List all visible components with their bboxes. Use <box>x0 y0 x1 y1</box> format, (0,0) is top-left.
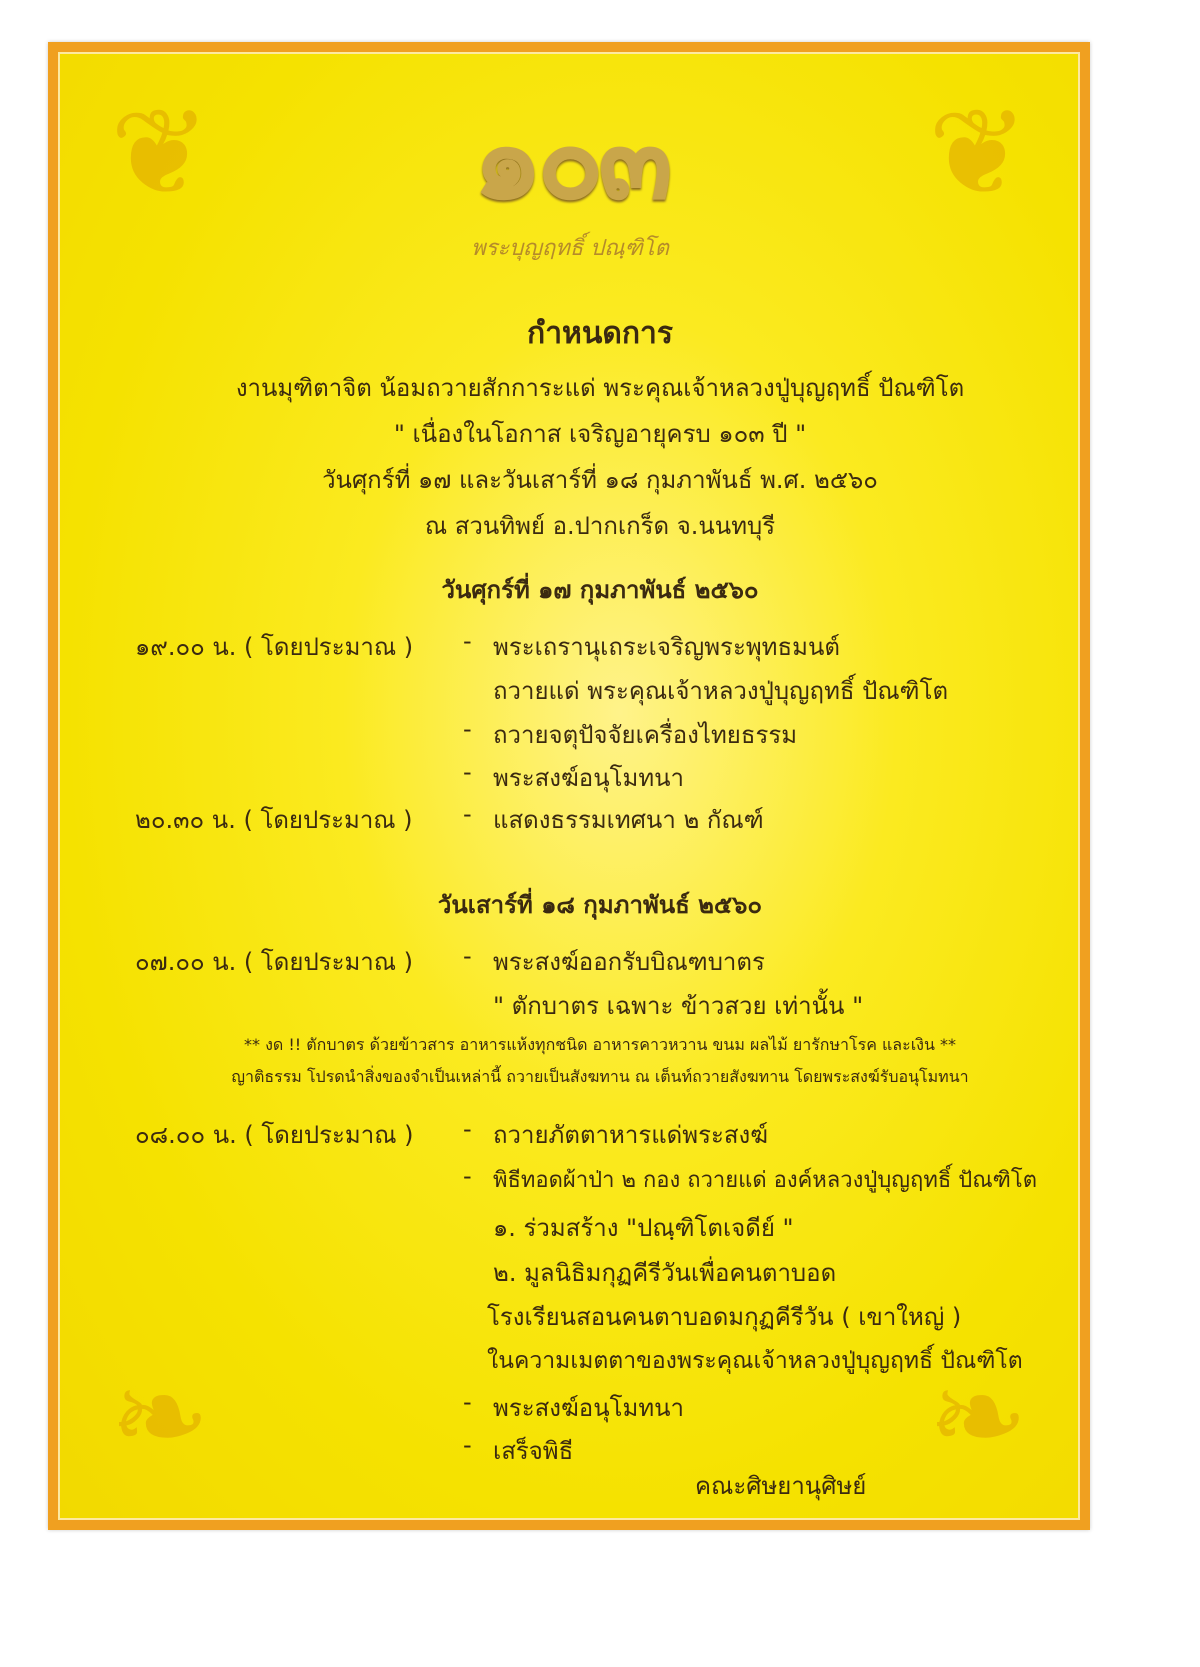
time-label: ๐๗.๐๐ น. ( โดยประมาณ ) <box>135 948 414 976</box>
signature: คณะศิษยานุศิษย์ <box>695 1472 867 1500</box>
schedule-item: พระเถรานุเถระเจริญพระพุทธมนต์ <box>493 633 840 661</box>
bullet-dash: - <box>463 942 472 970</box>
logo-mark: ๑๐๓ <box>472 95 668 224</box>
intro-line: งานมุฑิตาจิต น้อมถวายสักการะแด่ พระคุณเจ้าหลวงปู่บุญฤทธิ์ ปัณฑิโต <box>235 374 965 402</box>
corner-ornament-icon: ❦ <box>927 84 1029 223</box>
bullet-dash: - <box>463 627 472 655</box>
schedule-item: พระสงฆ์อนุโมทนา <box>493 764 685 792</box>
page-title: กำหนดการ <box>527 316 673 351</box>
note-line: ญาติธรรม โปรดนำสิ่งของจำเป็นเหล่านี้ ถวายเป็นสังฆทาน ณ เต็นท์ถวายสังฆทาน โดยพระสงฆ์รับอนุโมทนา <box>231 1067 969 1086</box>
schedule-subitem: โรงเรียนสอนคนตาบอดมกุฏคีรีวัน ( เขาใหญ่ ) <box>487 1303 962 1331</box>
corner-ornament-icon: ❧ <box>927 1348 1029 1487</box>
schedule-subitem: ๑. ร่วมสร้าง "ปณฺฑิโตเจดีย์ " <box>493 1214 794 1242</box>
schedule-item: " ตักบาตร เฉพาะ ข้าวสวย เท่านั้น " <box>493 992 864 1020</box>
schedule-item: ถวายแด่ พระคุณเจ้าหลวงปู่บุญฤทธิ์ ปัณฑิโต <box>493 677 949 705</box>
bullet-dash: - <box>463 800 472 828</box>
schedule-item: ถวายภัตตาหารแด่พระสงฆ์ <box>493 1121 769 1149</box>
schedule-item: เสร็จพิธี <box>493 1437 574 1465</box>
schedule-subitem: ๒. มูลนิธิมกุฏคีรีวันเพื่อคนตาบอด <box>493 1259 837 1287</box>
time-label: ๐๘.๐๐ น. ( โดยประมาณ ) <box>135 1121 414 1149</box>
schedule-item: พระสงฆ์ออกรับบิณฑบาตร <box>493 948 765 976</box>
logo <box>420 90 720 300</box>
day1-heading: วันศุกร์ที่ ๑๗ กุมภาพันธ์ ๒๕๖๐ <box>441 576 759 604</box>
bullet-dash: - <box>463 1431 472 1459</box>
intro-line: ณ สวนทิพย์ อ.ปากเกร็ด จ.นนทบุรี <box>424 512 776 540</box>
day2-heading: วันเสาร์ที่ ๑๘ กุมภาพันธ์ ๒๕๖๐ <box>437 891 763 919</box>
corner-ornament-icon: ❦ <box>109 84 211 223</box>
schedule-item: พิธีทอดผ้าป่า ๒ กอง ถวายแด่ องค์หลวงปู่บุญฤทธิ์ ปัณฑิโต <box>493 1168 1038 1193</box>
bullet-dash: - <box>463 1115 472 1143</box>
bullet-dash: - <box>463 758 472 786</box>
intro-line: " เนื่องในโอกาส เจริญอายุครบ ๑๐๓ ปี " <box>393 420 807 448</box>
corner-ornament-icon: ❧ <box>109 1348 211 1487</box>
logo-subtitle: พระบุญฤทธิ์ ปณฺฑิโต <box>471 236 669 261</box>
schedule-item: แสดงธรรมเทศนา ๒ กัณฑ์ <box>493 806 764 834</box>
schedule-item: ถวายจตุปัจจัยเครื่องไทยธรรม <box>493 721 798 749</box>
bullet-dash: - <box>463 715 472 743</box>
time-label: ๒๐.๓๐ น. ( โดยประมาณ ) <box>135 806 413 834</box>
intro-line: วันศุกร์ที่ ๑๗ และวันเสาร์ที่ ๑๘ กุมภาพันธ์ พ.ศ. ๒๕๖๐ <box>322 466 878 494</box>
schedule-subitem: ในความเมตตาของพระคุณเจ้าหลวงปู่บุญฤทธิ์ ปัณฑิโต <box>487 1348 1023 1374</box>
time-label: ๑๙.๐๐ น. ( โดยประมาณ ) <box>135 633 414 661</box>
schedule-item: พระสงฆ์อนุโมทนา <box>493 1394 685 1422</box>
bullet-dash: - <box>463 1388 472 1416</box>
note-line: ** งด !! ตักบาตร ด้วยข้าวสาร อาหารแห้งทุกชนิด อาหารคาวหวาน ขนม ผลไม้ ยารักษาโรค และเงิน ** <box>243 1035 957 1054</box>
bullet-dash: - <box>463 1162 472 1190</box>
